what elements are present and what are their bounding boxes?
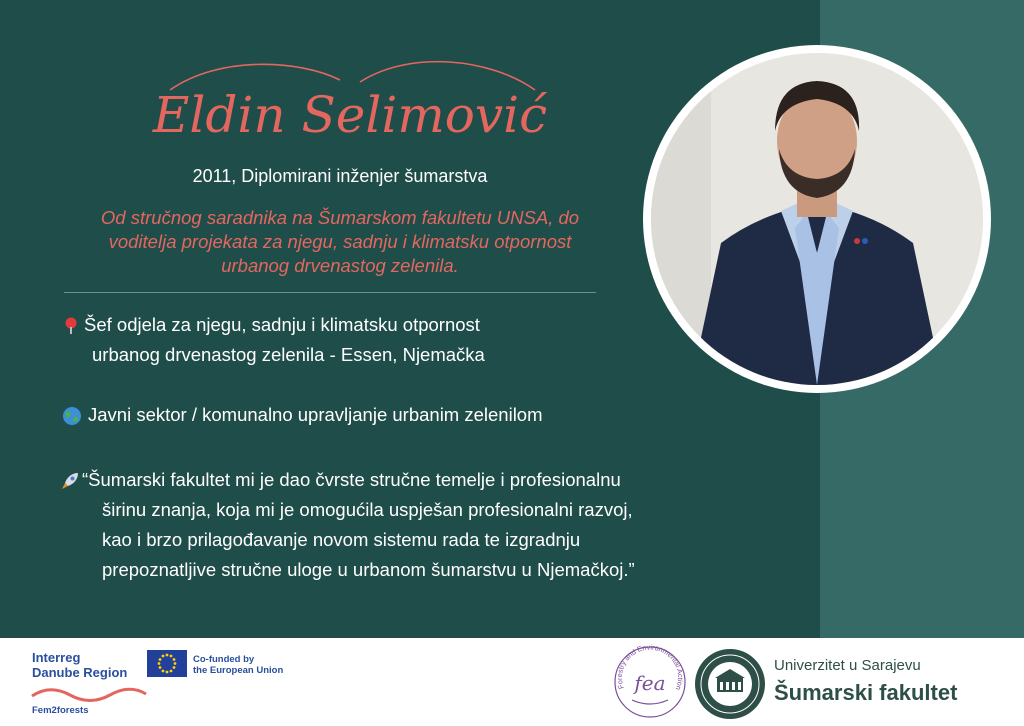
degree-text: 2011, Diplomirani inženjer šumarstva (192, 166, 488, 186)
svg-text:Forestry and Environmental Act: Forestry and Environmental Action (614, 644, 686, 692)
fea-logo (612, 644, 688, 720)
sector-bullet (62, 400, 702, 430)
name-signature (140, 50, 560, 160)
position-line: Šef odjela za njegu, sadnju i klimatsku otpornost (84, 314, 480, 335)
fem2forests-text: Fem2forests (32, 705, 89, 716)
name-text: Eldin Selimović (152, 86, 548, 144)
faculty-name: Šumarski fakultet (774, 680, 958, 705)
interreg-logo: Interreg Danube Region (32, 650, 128, 680)
career-line: Od stručnog saradnika na Šumarskom fakultetu UNSA, do (100, 207, 580, 228)
eu-cofunded-text: Co-funded by the European Union (193, 654, 284, 676)
quote-line: “Šumarski fakultet mi je dao čvrste stručne temelje i profesionalnu (82, 469, 621, 490)
globe-icon (62, 406, 82, 426)
pin-icon (64, 317, 78, 335)
career-line: urbanog drvenastog zelenila. (221, 255, 459, 276)
quote-line: prepoznatljive stručne uloge u urbanom šumarstvu u Njemačkoj.” (102, 559, 635, 580)
quote-line: kao i brzo prilagođavanje novom sistemu rada te izgradnju (102, 529, 581, 550)
quote-bullet (60, 465, 800, 585)
position-line: urbanog drvenastog zelenila - Essen, Njemačka (92, 344, 485, 365)
university-name: Univerzitet u Sarajevu (774, 657, 921, 674)
position-bullet (64, 310, 624, 370)
rocket-icon (60, 471, 80, 491)
faculty-seal-logo (694, 648, 766, 720)
quote-line: širinu znanja, koja mi je omogućila uspješan profesionalni razvoj, (102, 499, 633, 520)
portrait-photo (651, 53, 983, 385)
fem2forests-wave-icon (30, 686, 148, 704)
career-summary (20, 206, 660, 278)
eu-flag-icon (147, 650, 187, 677)
career-line: voditelja projekata za njegu, sadnju i klimatsku otpornost (108, 231, 572, 252)
svg-text:fea: fea (634, 671, 666, 695)
sector-text: Javni sektor / komunalno upravljanje urbanim zelenilom (88, 404, 543, 425)
divider (64, 292, 596, 293)
